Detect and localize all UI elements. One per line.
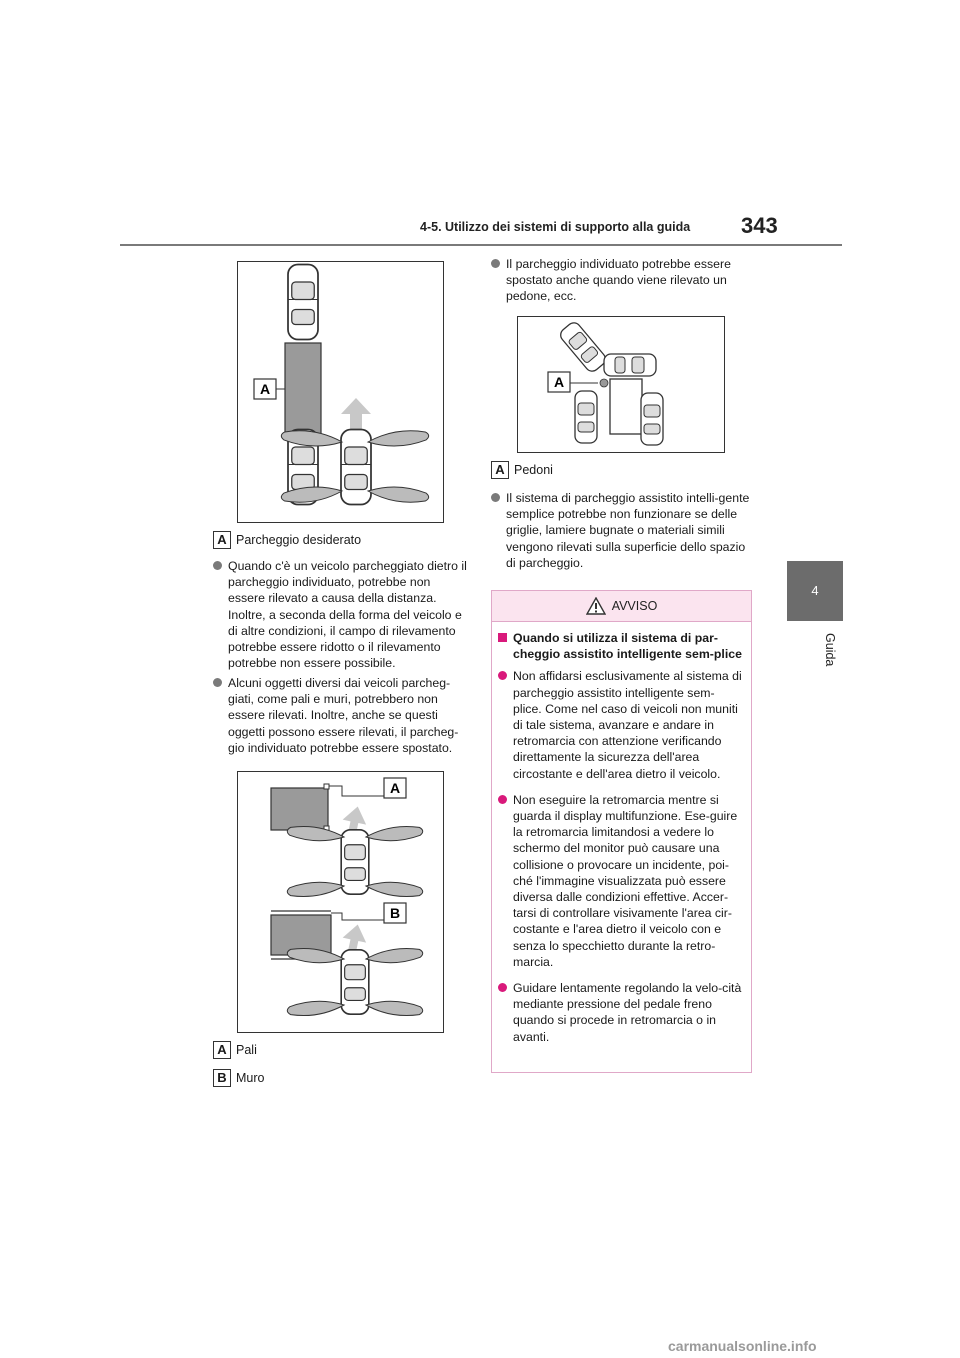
legend-text: Pali — [236, 1043, 257, 1057]
legend-text: Pedoni — [514, 463, 553, 477]
legend-badge: A — [213, 1041, 231, 1059]
warning-header — [492, 591, 751, 622]
figure-desired-parking — [237, 261, 444, 523]
chapter-tab[interactable]: 4 — [787, 561, 843, 621]
figure1-legend-a — [213, 531, 361, 549]
right-bullet-1: Il parcheggio individuato potrebbe essere spostato anche quando viene rilevato un pedone, ecc. — [491, 256, 753, 305]
warning-item: Guidare lentamente regolando la velo-cità mediante pressione del pedale freno quando si procede in retromarcia o in avanti. — [498, 980, 743, 1045]
figure2-legend-a — [213, 1041, 257, 1059]
left-bullet-2: Alcuni oggetti diversi dai veicoli parcheg-giati, come pali e muri, potrebbero non essere rilevati. Inoltre, anche se questi oggetti possono essere rilevati, il parcheg-gio individuato potrebbe essere spostato. — [213, 675, 468, 756]
bullet-dot — [498, 795, 507, 804]
bullet-dot — [498, 983, 507, 992]
bullet-dot — [213, 678, 222, 687]
warning-item: Non affidarsi esclusivamente al sistema di parcheggio assistito intelligente sem-plice. Come nel caso di veicoli non muniti di tale sistema, avanzare e andare in retromarcia con attenzione verificando direttamente la sicurezza dell'area circostante e dell'area dietro il veicolo. — [498, 668, 743, 781]
bullet-dot — [491, 493, 500, 502]
legend-badge: A — [213, 531, 231, 549]
right-bullet-2: Il sistema di parcheggio assistito intelli-gente semplice potrebbe non funzionare se delle griglie, lamiere bugnate o materiali simili vengono rilevati sulla superficie dello spazio di parcheggio. — [491, 490, 753, 571]
legend-text: Muro — [236, 1071, 265, 1085]
figure3-callout: A — [553, 374, 565, 390]
section-title: 4-5. Utilizzo dei sistemi di supporto alla guida — [420, 220, 691, 234]
warning-item: Non eseguire la retromarcia mentre si guarda il display multifunzione. Ese-guire la retromarcia limitandosi a vedere lo schermo del monitor può causare una collisione o provocare un incidente, poi-ché l'immagine visualizzata può essere diversa dalle condizioni effettive. Accer-tarsi di controllare visivamente l'area cir-costante e l'area dietro il veicolo con e senza lo specchietto durante la retro-marcia. — [498, 792, 743, 970]
figure3-legend-a — [491, 461, 553, 479]
page-number: 343 — [741, 213, 778, 238]
figure-poles-wall — [237, 771, 444, 1033]
figure-pedestrian — [517, 316, 725, 453]
legend-badge: B — [213, 1069, 231, 1087]
warning-triangle-icon — [586, 597, 606, 615]
warning-body — [492, 622, 751, 1045]
warning-subheading: Quando si utilizza il sistema di par-cheggio assistito intelligente sem-plice — [498, 630, 743, 662]
header-rule — [120, 244, 842, 246]
legend-badge: A — [491, 461, 509, 479]
bullet-dot — [213, 561, 222, 570]
figure2-callout-b: B — [389, 905, 401, 921]
legend-text: Parcheggio desiderato — [236, 533, 362, 547]
figure2-legend-b — [213, 1069, 264, 1087]
square-bullet-icon — [498, 633, 507, 642]
figure1-callout: A — [259, 381, 271, 397]
warning-box — [491, 590, 752, 1073]
watermark: carmanualsonline.info — [668, 1338, 817, 1354]
bullet-dot — [491, 259, 500, 268]
warning-title: AVVISO — [611, 599, 658, 613]
chapter-label: Guida — [823, 633, 837, 667]
figure2-callout-a: A — [389, 780, 401, 796]
left-bullet-1: Quando c'è un veicolo parcheggiato dietro il parcheggio individuato, potrebbe non essere rilevato a causa della distanza. Inoltre, a seconda della forma del veicolo e di altre condizioni, il campo di rilevamento potrebbe essere ridotto o il rilevamento potrebbe non essere possibile. — [213, 558, 468, 671]
